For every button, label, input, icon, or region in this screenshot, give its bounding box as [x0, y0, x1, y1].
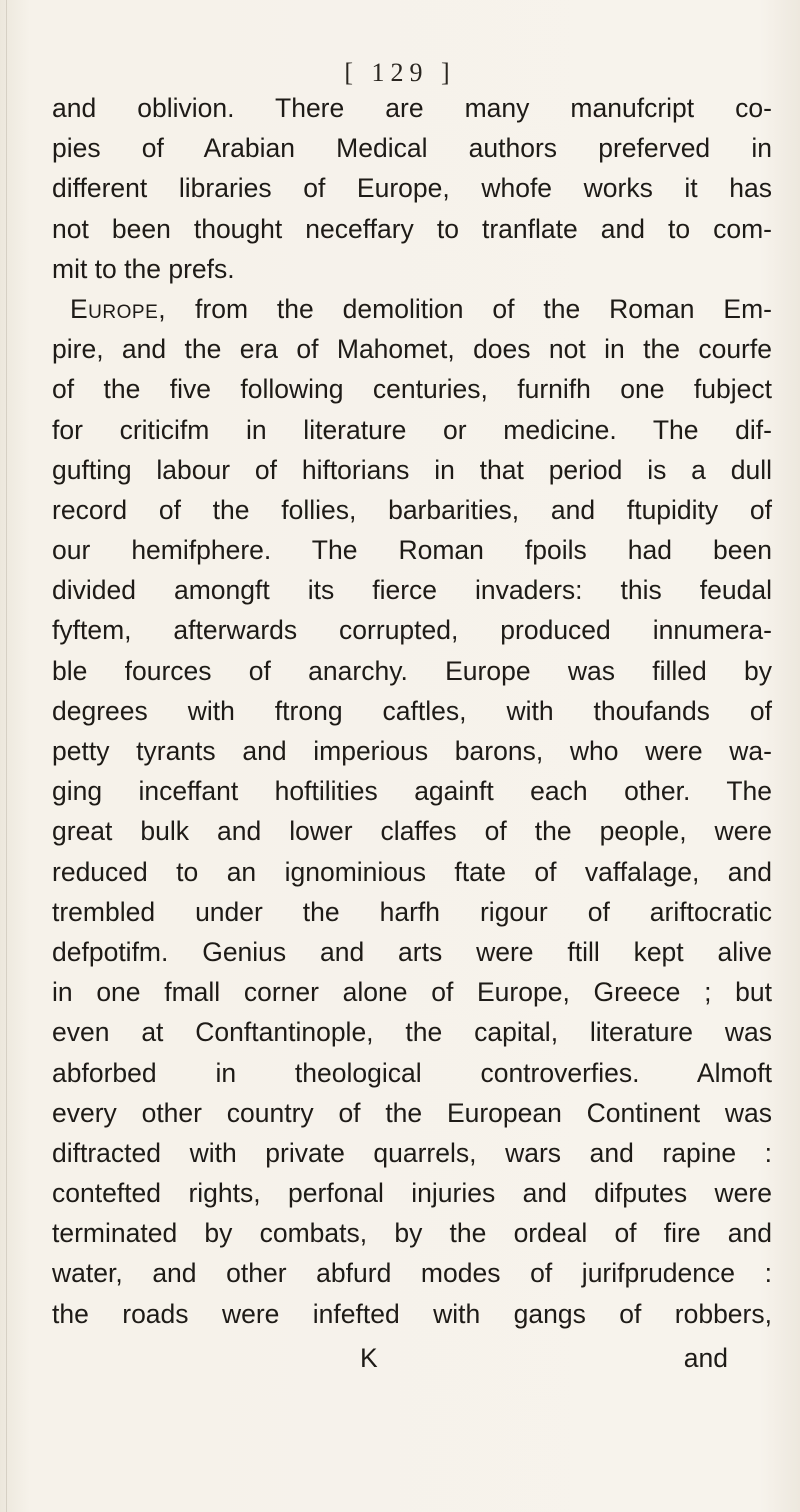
- text-line: of the five following centuries, furnifh one fubject: [52, 374, 772, 405]
- page-number-header: [ 129 ]: [344, 58, 456, 87]
- paragraph-start-line: [52, 289, 772, 329]
- text-line: record of the follies, barbarities, and ftupidity of: [52, 494, 772, 525]
- text-line-remainder: from the demolition of the Roman Em-: [195, 293, 772, 324]
- text-line: every other country of the European Continent was: [52, 1097, 772, 1128]
- text-line: ble fources of anarchy. Europe was filled by: [52, 655, 772, 686]
- text-line: divided amongft its fierce invaders: this feudal: [52, 575, 772, 606]
- text-line: different libraries of Europe, whofe works it has: [52, 173, 772, 204]
- text-line: for criticifm in literature or medicine. The dif-: [52, 414, 772, 445]
- text-line: not been thought neceffary to tranflate and to com-: [52, 213, 772, 244]
- text-line: petty tyrants and imperious barons, who were wa-: [52, 736, 772, 766]
- text-line: diftracted with private quarrels, wars and rapine :: [52, 1137, 772, 1168]
- text-line: terminated by combats, by the ordeal of fire and: [52, 1218, 772, 1249]
- body-text: [52, 88, 772, 1334]
- text-line: gufting labour of hiftorians in that period is a dull: [52, 454, 772, 485]
- text-line: defpotifm. Genius and arts were ftill kept alive: [52, 936, 772, 967]
- text-line: fyftem, afterwards corrupted, produced innumera-: [52, 615, 772, 646]
- text-line: great bulk and lower claffes of the people, were: [52, 816, 772, 847]
- text-line: reduced to an ignominious ftate of vaffalage, and: [52, 856, 772, 887]
- text-line: contefted rights, perfonal injuries and difputes were: [52, 1178, 772, 1209]
- paragraph-lead-word: Europe,: [70, 293, 167, 324]
- text-line: even at Conftantinople, the capital, literature was: [52, 1017, 772, 1048]
- text-line: in one fmall corner alone of Europe, Greece ; but: [52, 977, 772, 1008]
- page-footer: [52, 1338, 772, 1378]
- text-line: ging inceffant hoftilities againft each other. The: [52, 776, 772, 807]
- text-line: pies of Arabian Medical authors preferved in: [52, 133, 772, 164]
- signature-mark: K: [360, 1343, 378, 1373]
- text-line: mit to the prefs.: [52, 253, 235, 284]
- text-line: and oblivion. There are many manufcript co-: [52, 93, 772, 123]
- page-gutter-line: [6, 0, 7, 1512]
- text-line: the roads were infefted with gangs of robbers,: [52, 1298, 772, 1329]
- text-line: pire, and the era of Mahomet, does not in the courfe: [52, 334, 772, 365]
- text-line: degrees with ftrong caftles, with thoufands of: [52, 695, 772, 726]
- catchword: and: [683, 1343, 728, 1373]
- text-line: water, and other abfurd modes of jurifprudence :: [52, 1258, 772, 1289]
- text-line: abforbed in theological controverfies. Almoft: [52, 1057, 772, 1088]
- text-line: our hemifphere. The Roman fpoils had been: [52, 535, 772, 566]
- text-line: trembled under the harfh rigour of ariftocratic: [52, 896, 772, 927]
